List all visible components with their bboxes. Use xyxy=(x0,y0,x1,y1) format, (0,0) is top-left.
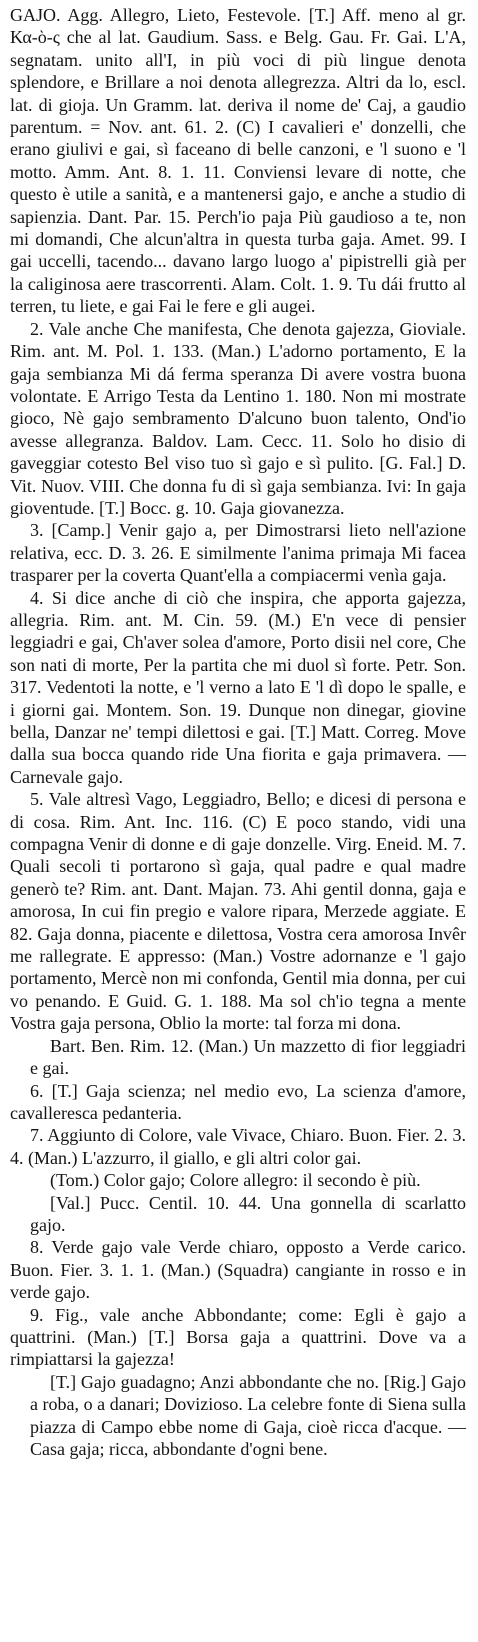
entry-paragraph: GAJO. Agg. Allegro, Lieto, Festevole. [T.] Aff. meno al gr. Κα‑ὸ‑ς che al lat. Gaudium. Sass. e Belg. Gau. Fr. Gai. L'A, segnatam. unito all'I, in più voci di più lingue denota splendore, e Brillare a noi denota allegrezza. Altri da lo, escl. lat. di gioja. Un Gramm. lat. deriva il nome de' Caj, a gaudio parentum. = Nov. ant. 61. 2. (C) I cavalieri e' donzelli, che erano giulivi e gai, sì faceano di belle canzoni, e 'l suono e 'l motto. Amm. Ant. 8. 1. 11. Conviensi levare di notte, che questo è utile a sanità, e a mantenersi gajo, e anche a studio di sapienzia. Dant. Par. 15. Perch'io paja Più gaudioso a te, non mi domandi, Che alcun'altra in questa turba gaja. Amet. 99. I gai uccelli, tacendo... davano largo luogo a' pipistrelli già per la caliginosa aere trascorrenti. Alam. Colt. 1. 9. Tu dái frutto al terren, tu liete, e gai Fai le fere e gli augei. xyxy=(10,5,466,317)
entry-paragraph: Bart. Ben. Rim. 12. (Man.) Un mazzetto di fior leggiadri e gai. xyxy=(30,1035,466,1079)
entry-paragraph: 4. Si dice anche di ciò che inspira, che apporta gajezza, allegria. Rim. ant. M. Cin. 59. (M.) E'n vece di pensier leggiadri e gai, Ch'aver solea d'amore, Porto disii nel core, Che son nati di morte, Per la partita che mi duol sì forte. Petr. Son. 317. Vedentoti la notte, e 'l verno a lato E 'l dì dopo le spalle, e i giorni gai. Montem. Son. 19. Dunque non dinegar, giovine bella, Danzar ne' tempi dilettosi e gai. [T.] Matt. Correg. Move dalla sua bocca quando ride Una fiorita e gaja primavera. — Carnevale gajo. xyxy=(10,587,466,787)
entry-paragraph: [Val.] Pucc. Centil. 10. 44. Una gonnella di scarlatto gajo. xyxy=(30,1192,466,1235)
entry-paragraph: 7. Aggiunto di Colore, vale Vivace, Chiaro. Buon. Fier. 2. 3. 4. (Man.) L'azzurro, il giallo, e gli altri color gai. xyxy=(10,1125,466,1168)
entry-paragraph: 8. Verde gajo vale Verde chiaro, opposto a Verde carico. Buon. Fier. 3. 1. 1. (Man.) (Squadra) cangiante in rosso e in verde gajo. xyxy=(10,1237,466,1303)
entry-paragraph: 5. Vale altresì Vago, Leggiadro, Bello; e dicesi di persona e di cosa. Rim. Ant. Inc. 116. (C) E poco stando, vidi una compagna Venir di donne e di gaje donzelle. Virg. Eneid. M. 7. Quali secoli ti portarono sì gaja, qual padre e qual madre generò te? Rim. ant. Dant. Majan. 73. Ahi gentil donna, gaja e amorosa, In cui fin pregio e valore ripara, Merzede aggiate. E 82. Gaja donna, piacente e dilettosa, Vostra cera amorosa Invêr me rallegrate. E appresso: (Man.) Vostre adornanze e 'l gajo portamento, Mercè non mi confonda, Gentil mia donna, per cui vo penando. E Guid. G. 1. 188. Ma sol ch'io tegna a mente Vostra gaja persona, Oblio la morte: tal forza mi dona. xyxy=(10,789,466,1034)
entry-paragraph: 3. [Camp.] Venir gajo a, per Dimostrarsi lieto nell'azione relativa, ecc. D. 3. 26. E similmente l'anima primaja Mi facea trasparer per la coverta Quant'ella a compiacermi venìa gaja. xyxy=(10,520,466,586)
entry-paragraph: 2. Vale anche Che manifesta, Che denota gajezza, Gioviale. Rim. ant. M. Pol. 1. 133. (Man.) L'adorno portamento, E la gaja sembianza Mi dá ferma speranza Di avere vostra buona volontate. E Arrigo Testa da Lentino 1. 180. Non mi mostrate gioco, Nè gajo sembramento D'alcuno buon talento, Ond'io avesse allegranza. Baldov. Lam. Cecc. 11. Solo ho disio di gaveggiar cotesto Bel viso tuo sì gajo e sì pulito. [G. Fal.] D. Vit. Nuov. VIII. Che donna fu di sì gaja sembianza. Ivi: In gaja gioventude. [T.] Bocc. g. 10. Gaja giovanezza. xyxy=(10,318,466,518)
entry-paragraph: 9. Fig., vale anche Abbondante; come: Egli è gajo a quattrini. (Man.) [T.] Borsa gaja a quattrini. Dove va a rimpiattarsi la gajezza! xyxy=(10,1304,466,1370)
dictionary-entry-gajo xyxy=(10,4,466,1460)
entry-paragraph: (Tom.) Color gajo; Colore allegro: il secondo è più. xyxy=(50,1170,421,1191)
entry-paragraph: 6. [T.] Gaja scienza; nel medio evo, La scienza d'amore, cavalleresca pedanteria. xyxy=(10,1080,466,1123)
entry-paragraph: [T.] Gajo guadagno; Anzi abbondante che no. [Rig.] Gajo a roba, o a danari; Dovizioso. La celebre fonte di Siena sulla piazza di Campo ebbe nome di Gaja, cioè ricca d'acque. — Casa gaja; ricca, abbondante d'ogni bene. xyxy=(30,1371,466,1459)
